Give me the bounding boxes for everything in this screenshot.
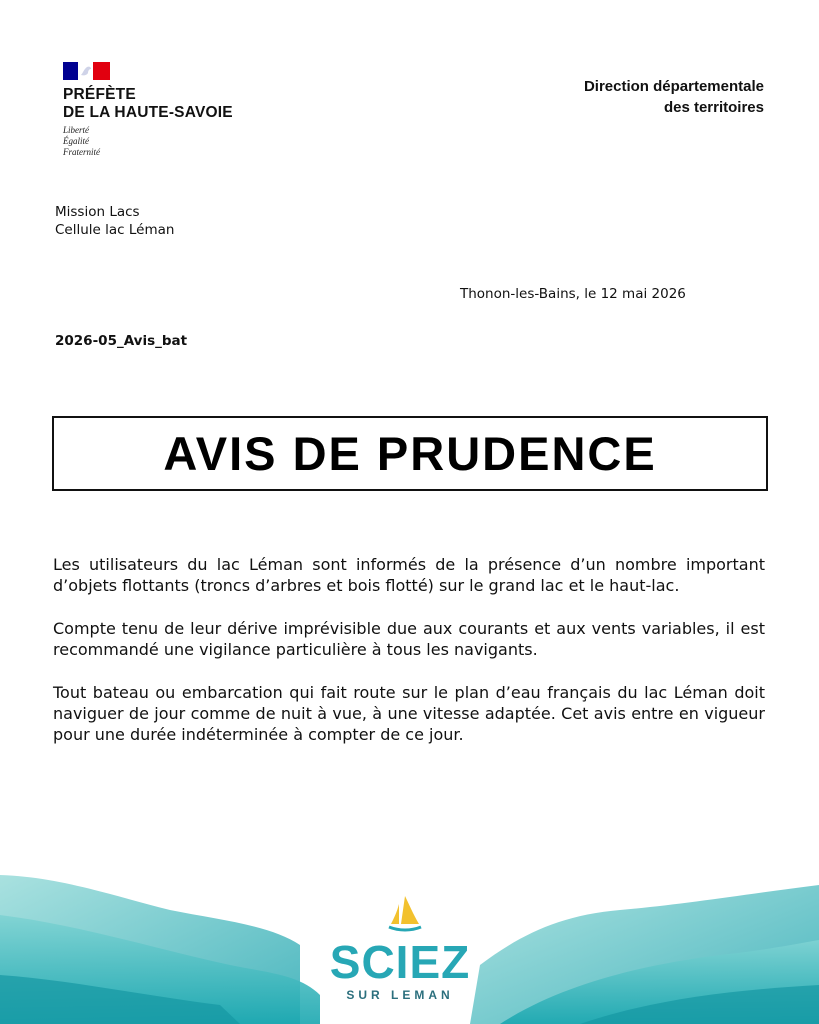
prefecture-name-line1: PRÉFÈTE — [63, 86, 136, 103]
notice-title-box — [52, 416, 768, 491]
motto-liberte: Liberté — [63, 125, 89, 135]
brand-name: SCIEZ — [329, 936, 471, 988]
french-flag-icon — [63, 62, 110, 80]
date-line: Thonon-les-Bains, le 12 mai 2026 — [460, 286, 686, 302]
sciez-logo — [300, 890, 500, 1024]
paragraph-1: Les utilisateurs du lac Léman sont informés de la présence d’un nombre important d’objets flottants (troncs d’arbres et bois flotté) sur le grand lac et le haut-lac. — [53, 555, 765, 595]
sailboat-icon — [385, 894, 425, 934]
paragraph-3: Tout bateau ou embarcation qui fait route sur le plan d’eau français du lac Léman doit naviguer de jour comme de nuit à vue, à une vitesse adaptée. Cet avis entre en vigueur pour une durée indéterminée à compter de ce jour. — [53, 683, 765, 744]
motto-egalite: Égalité — [63, 136, 89, 146]
sender-line1: Mission Lacs — [55, 204, 140, 220]
direction-heading — [584, 76, 764, 118]
brand-subtitle: SUR LEMAN — [346, 988, 454, 1002]
prefecture-logo — [63, 62, 233, 158]
direction-line1: Direction départementale — [583, 78, 764, 95]
direction-line2: des territoires — [663, 99, 764, 116]
sender-line2: Cellule lac Léman — [55, 222, 175, 238]
prefecture-name-line2: DE LA HAUTE-SAVOIE — [63, 104, 233, 121]
paragraph-2: Compte tenu de leur dérive imprévisible due aux courants et aux vents variables, il est recommandé une vigilance particulière à tous les navigants. — [53, 619, 765, 659]
notice-title: AVIS DE PRUDENCE — [163, 427, 657, 480]
sender-block — [55, 203, 174, 239]
motto-fraternite: Fraternité — [63, 147, 100, 157]
marianne-icon — [79, 64, 93, 78]
reference-number: 2026-05_Avis_bat — [55, 333, 188, 349]
